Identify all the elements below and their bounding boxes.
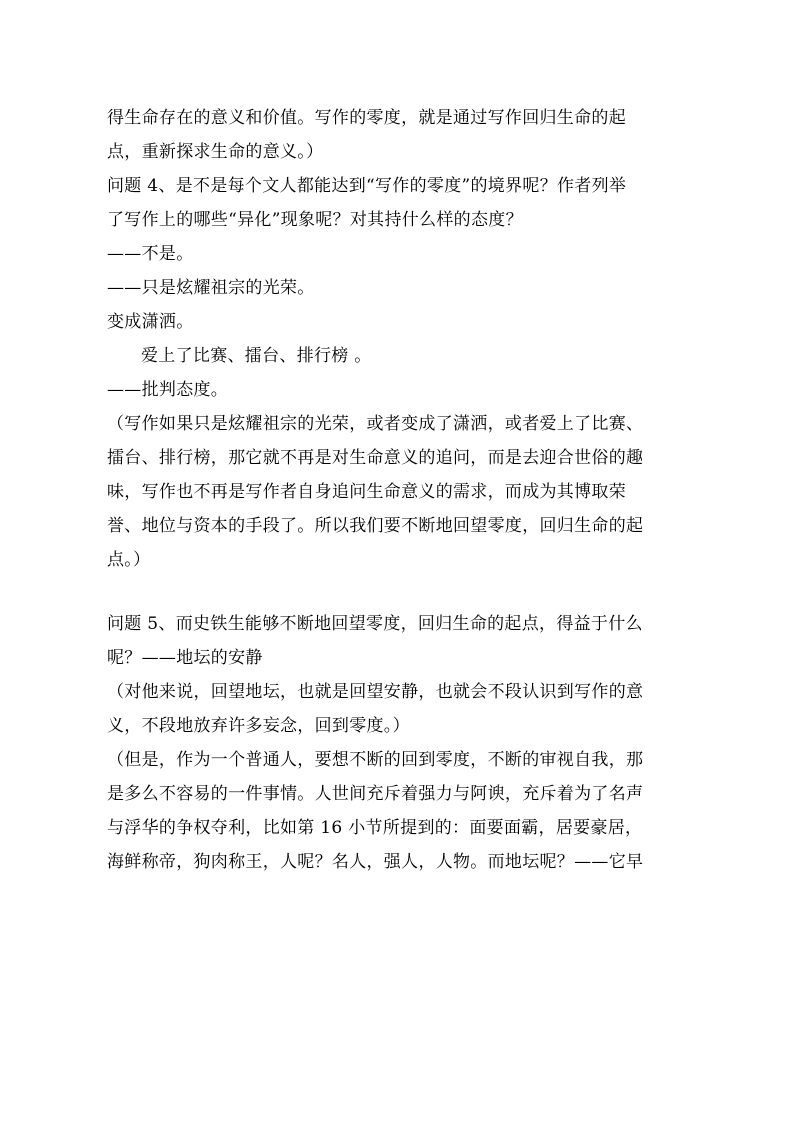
text-line: 点，重新探求生命的意义。） [107, 142, 324, 162]
text-line: 了写作上的哪些“异化”现象呢？对其持什么样的态度？ [107, 210, 523, 230]
paragraph-gap [107, 577, 707, 607]
text-line: 味，写作也不再是写作者自身追问生命意义的需求，而成为其博取荣 [107, 482, 626, 502]
text-line: 义，不段地放弃许多妄念，回到零度。） [107, 716, 410, 736]
text-line: 海鲜称帝，狗肉称王，人呢？名人，强人，人物。而地坛呢？——它早 [107, 852, 644, 872]
text-line: （写作如果只是炫耀祖宗的光荣，或者变成了潇洒，或者爱上了比赛、 [107, 414, 644, 434]
answer-line: ——只是炫耀祖宗的光荣。 [107, 278, 315, 298]
text-line: 是多么不容易的一件事情。人世间充斥着强力与阿谀，充斥着为了名声 [107, 784, 644, 804]
text-line: 誉、地位与资本的手段了。所以我们要不断地回望零度，回归生命的起 [107, 516, 644, 536]
question-5-line: 问题 5、而史铁生能够不断地回望零度，回归生命的起点，得益于什么 [107, 614, 643, 634]
answer-line: 变成潇洒。 [107, 312, 194, 332]
question-4-line: 问题 4、是不是每个文人都能达到“写作的零度”的境界呢？作者列举 [107, 176, 627, 196]
document-body [107, 101, 707, 879]
text-line: 擂台、排行榜，那它就不再是对生命意义的追问，而是去迎合世俗的趣 [107, 448, 644, 468]
text-line: 呢？——地坛的安静 [107, 648, 263, 668]
text-line: 得生命存在的意义和价值。写作的零度，就是通过写作回归生命的起 [107, 108, 626, 128]
answer-line: ——不是。 [107, 244, 194, 264]
answer-line: 爱上了比赛、擂台、排行榜 。 [141, 346, 372, 366]
answer-line: ——批判态度。 [107, 380, 229, 400]
text-line: （但是，作为一个普通人，要想不断的回到零度，不断的审视自我，那 [107, 750, 644, 770]
text-line: （对他来说，回望地坛，也就是回望安静，也就会不段认识到写作的意 [107, 682, 644, 702]
text-line: 点。） [107, 550, 151, 570]
text-line: 与浮华的争权夺利，比如第 16 小节所提到的：面要面霸，居要豪居， [107, 818, 643, 838]
